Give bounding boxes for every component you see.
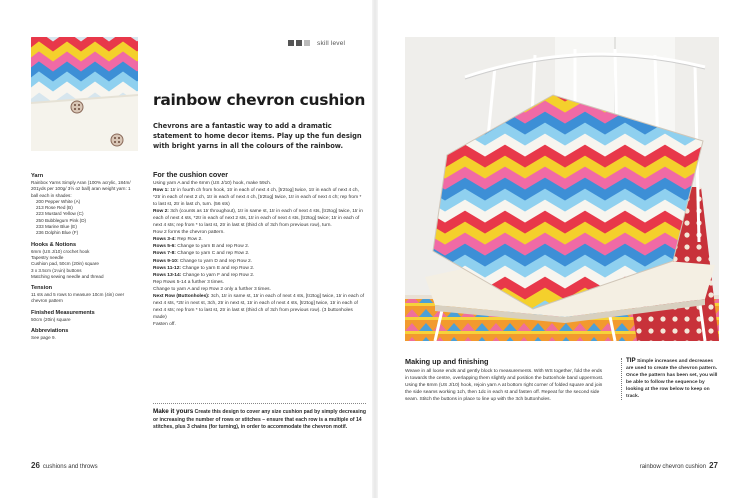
shade-item: 250 Bubblegum Pink (D)	[36, 217, 87, 223]
skill-square-icon	[288, 40, 294, 46]
row-text: Change to yarn B and rep Row 2.	[175, 244, 250, 250]
instruction-line: Row 2 forms the chevron pattern.	[153, 230, 225, 236]
instruction-line: Rep Rows 5-14 a further 3 times.	[153, 279, 225, 285]
skill-square-icon	[296, 40, 302, 46]
row-key: Rows 9-10:	[153, 258, 179, 264]
yarn-description: Rainbox Yarns Simply Aran (100% acrylic, 184m/ 201yds per 100g/ 3½ oz ball) aran weight yarn: 1 ball each in shades:	[31, 180, 131, 198]
hooks-heading: Hooks & Notions	[31, 241, 77, 248]
row-text: Change to yarn D and rep Row 2.	[178, 258, 253, 264]
hook-item: 6mm (US J/10) crochet hook	[31, 248, 90, 254]
instruction-line: Using yarn A and the 6mm (US J/10) hook, make 59ch.	[153, 181, 272, 186]
instruction-line: Change to yarn A and rep Row 2 only a further 3 times.	[153, 286, 271, 292]
row-text: Change to yarn C and rep Row 2.	[175, 251, 250, 257]
row-key: Rows 11-12:	[153, 265, 181, 271]
instruction-row	[153, 272, 365, 279]
instruction-row	[153, 208, 365, 229]
section-name: rainbow chevron cushion	[639, 464, 707, 470]
tension-heading: Tension	[31, 285, 53, 292]
instruction-row	[153, 265, 365, 272]
page-gutter	[372, 0, 378, 498]
instruction-row	[153, 250, 365, 257]
row-text: 3ch (counts as 1tr throughout), 1tr in same st, 1tr in each of next 4 sts, [tr2tog] twice, 1tr in each of next 4 sts, *2tr in each of next 2 sts, 1tr in each of next 4 sts, [tr2tog] twice; 1tr in each of next 4 sts; rep from * to last st, 2tr in last st (third ch of 3ch from previous row), turn.	[153, 209, 364, 229]
row-key: Next Row (Buttonholes):	[153, 293, 210, 299]
page-number: 27	[709, 461, 718, 470]
shade-item: 236 Dolphin Blue (F)	[36, 230, 79, 236]
make-it-yours-text: Create this design to cover any size cushion pad by simply decreasing or increasing the number of rows or stitches – ensure that each row is a multiple of 14 stitches, plus 3 chains (for turning), in order to accommodate the chevron motif.	[153, 409, 366, 430]
row-key: Rows 3-4:	[153, 237, 176, 243]
cushion-closeup-photo	[31, 37, 138, 151]
row-key: Row 2:	[153, 209, 169, 215]
row-text: Change to yarn F and rep Row 2.	[181, 272, 255, 278]
pattern-intro: Chevrons are a fantastic way to add a dramatic statement to home decor items. Play up the fun design with bright yarns in all the colours of the rainbow.	[153, 122, 362, 150]
measurements-heading: Finished Measurements	[31, 309, 95, 316]
chair-scene-graphic	[405, 37, 719, 341]
button-graphic	[71, 101, 83, 113]
row-key: Row 1:	[153, 188, 169, 194]
row-text: 1tr in fourth ch from hook, 1tr in each of next 4 ch, [tr2tog] twice, 1tr in each of next 4 ch, *2tr in each of next 2 ch, 1tr in each of next 4 ch, [tr2tog] twice, 1tr in each of next 4 ch; rep from * to last st, 2tr in last ch, turn. (56 sts)	[153, 188, 362, 208]
instruction-row	[153, 236, 365, 243]
button-graphic	[111, 134, 123, 146]
row-text: 3ch, 1tr in same st, 1tr in each of next 4 sts, [tr2tog] twice, 1tr in each of next 4 sts, *2tr in next st, 3ch, 2tr in next st, 1tr in each of next 4 sts, [tr2tog] twice, 1tr in each of next 4 sts; rep from * to last st, 2tr in last st (third ch of 3ch from previous row). (3 buttonholes made)	[153, 293, 365, 320]
shade-item: 233 Marine Blue (E)	[36, 224, 77, 230]
making-up-section	[405, 357, 605, 403]
instruction-row	[153, 258, 365, 265]
page-number: 26	[31, 461, 40, 470]
make-it-yours-label: Make it yours	[153, 408, 194, 415]
shade-item: 213 Rose Red (B)	[36, 205, 73, 211]
cushion-on-chair-photo	[405, 37, 719, 341]
shade-item: 200 Pepper White (A)	[36, 198, 81, 204]
chevron-closeup-graphic	[31, 37, 138, 151]
instruction-row	[153, 243, 365, 250]
instruction-line: Fasten off.	[153, 321, 176, 327]
instruction-row	[153, 187, 365, 208]
measurements-text: 50cm (20in) square	[31, 316, 71, 322]
tip-box	[621, 358, 720, 400]
row-text: Change to yarn E and rep Row 2.	[181, 265, 255, 271]
yarn-heading: Yarn	[31, 173, 44, 179]
make-it-yours-box	[153, 403, 366, 432]
making-up-heading: Making up and finishing	[405, 357, 489, 366]
left-folio	[31, 461, 98, 470]
cover-instructions	[153, 170, 365, 328]
shade-item: 223 Mustard Yellow (C)	[36, 211, 84, 217]
making-up-text: Weave in all loose ends and gently block to measurements. With WS together, fold the ends in towards the centre, overlapping them slightly and position the buttonhole band uppermost. Using the 6mm (US J/10) hook, rejoin yarn A at bottom right corner of folded square and join the side seams working 1ch, then 1dc in each st and fasten off. Repeat for the second side seam. Stitch the buttons in place to line up with the 3ch buttonholes.	[405, 369, 604, 403]
row-key: Rows 13-14:	[153, 272, 182, 278]
hook-item: 3 x 3.5cm (1¼in) buttons	[31, 267, 82, 273]
right-folio	[640, 461, 718, 470]
row-text: Rep Row 2.	[175, 237, 203, 243]
tip-label: TIP	[626, 357, 636, 364]
skill-level-label: skill level	[317, 39, 346, 47]
hook-item: Matching sewing needle and thread	[31, 273, 104, 279]
row-key: Rows 7-8:	[153, 251, 176, 257]
abbreviations-heading: Abbreviations	[31, 328, 69, 335]
section-name: cushions and throws	[42, 464, 98, 470]
pattern-title: rainbow chevron cushion	[153, 91, 366, 109]
tip-text: Simple increases and decreases are used to create the chevron pattern. Once the pattern has been set, you will be able to follow the sequence by looking at the row below to keep on track.	[626, 359, 718, 399]
skill-level-indicator	[288, 38, 345, 48]
materials-sidebar	[31, 172, 138, 341]
hook-item: Tapestry needle	[31, 254, 64, 260]
instruction-row	[153, 293, 365, 321]
abbreviations-text: See page 9.	[31, 335, 56, 341]
row-key: Rows 5-6:	[153, 244, 176, 250]
hook-item: Cushion pad, 50cm (20in) square	[31, 261, 99, 267]
cover-heading: For the cushion cover	[153, 170, 229, 179]
skill-square-icon	[304, 40, 310, 46]
tension-text: 11 sts and 5 rows to measure 10cm (4in) over chevron pattern	[31, 292, 125, 304]
